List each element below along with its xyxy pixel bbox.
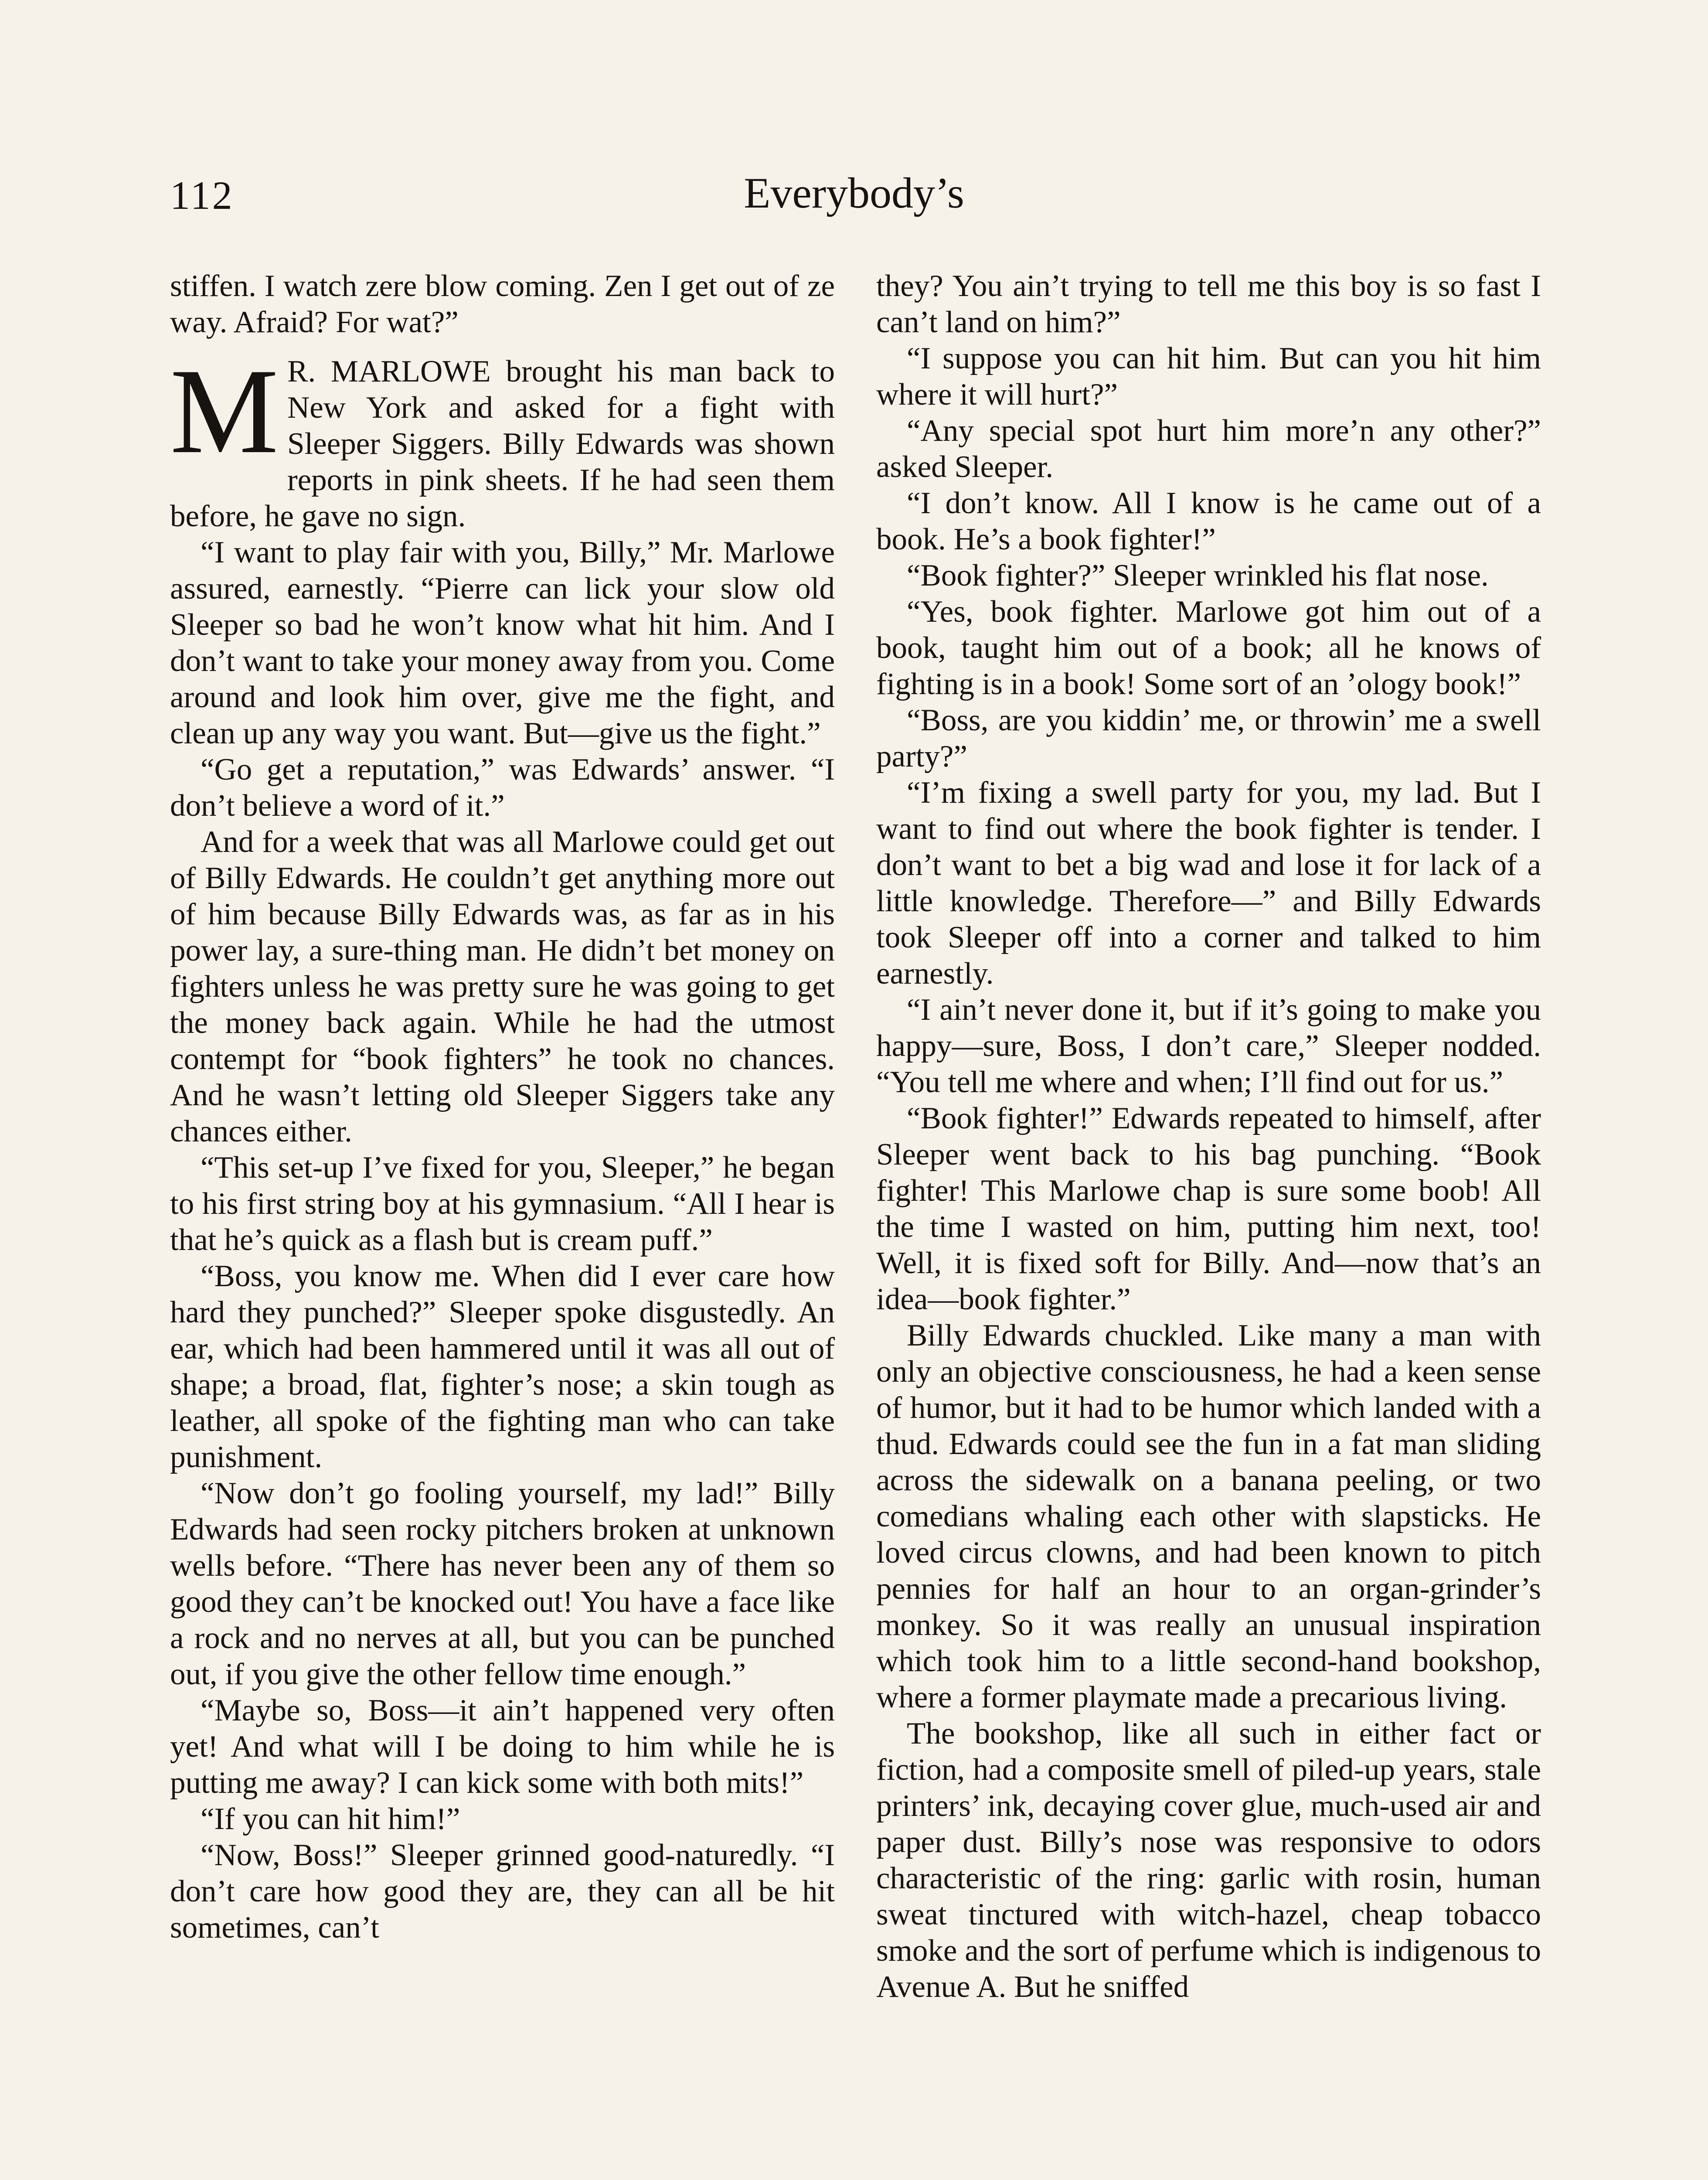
body-paragraph: “Now don’t go fooling yourself, my lad!” Billy Edwards had seen rocky pitchers broken at unknown wells before. “There has never been any of them so good they can’t be knocked out! You have a face like a rock and no nerves at all, but you can be punched out, if you give the other fellow time enough.”	[170, 1476, 835, 1691]
body-paragraph: “Now, Boss!” Sleeper grinned good-naturedly. “I don’t care how good they are, they can all be hit sometimes, can’t	[170, 1838, 835, 1945]
continued-paragraph: stiffen. I watch zere blow coming. Zen I get out of ze way. Afraid? For wat?”	[170, 269, 835, 339]
body-paragraph: “Maybe so, Boss—it ain’t happened very often yet! And what will I be doing to him while he is putting me away? I can kick some with both mits!”	[170, 1693, 835, 1800]
right-column	[876, 268, 1541, 2180]
body-paragraph: “I don’t know. All I know is he came out of a book. He’s a book fighter!”	[876, 486, 1541, 556]
body-paragraph: The bookshop, like all such in either fact or fiction, had a composite smell of piled-up years, stale printers’ ink, decaying cover glue, much-used air and paper dust. Billy’s nose was responsive to odors characteristic of the ring: garlic with rosin, human sweat tinctured with witch-hazel, cheap tobacco smoke and the sort of perfume which is indigenous to Avenue A. But he sniffed	[876, 1717, 1541, 2004]
body-paragraph: “Book fighter?” Sleeper wrinkled his flat nose.	[907, 559, 1489, 593]
continued-paragraph: they? You ain’t trying to tell me this boy is so fast I can’t land on him?”	[876, 269, 1541, 339]
body-paragraph: “Book fighter!” Edwards repeated to himself, after Sleeper went back to his bag punching. “Book fighter! This Marlowe chap is sure some boob! All the time I wasted on him, putting him next, too! Well, it is fixed soft for Billy. And—now that’s an idea—book fighter.”	[876, 1101, 1541, 1316]
body-paragraph: “Boss, you know me. When did I ever care how hard they punched?” Sleeper spoke disgustedly. An ear, which had been hammered until it was all out of shape; a broad, flat, fighter’s nose; a skin tough as leather, all spoke of the fighting man who can take punishment.	[170, 1259, 835, 1474]
page-number: 112	[170, 173, 234, 218]
body-paragraph: “I want to play fair with you, Billy,” Mr. Marlowe assured, earnestly. “Pierre can lick your slow old Sleeper so bad he won’t know what hit him. And I don’t want to take your money away from you. Come around and look him over, give me the fight, and clean up any way you want. But—give us the fight.”	[170, 535, 835, 750]
body-paragraph: “Any special spot hurt him more’n any other?” asked Sleeper.	[876, 414, 1541, 484]
section-opening-text: R. MARLOWE brought his man back to New York and asked for a fight with Sleeper Siggers. Billy Edwards was shown reports in pink sheets. If he had seen them before, he gave no sign.	[170, 354, 835, 533]
body-paragraph: “I’m fixing a swell party for you, my lad. But I want to find out where the book fighter is tender. I don’t want to bet a big wad and lose it for lack of a little knowledge. Therefore—” and Billy Edwards took Sleeper off into a corner and talked to him earnestly.	[876, 776, 1541, 991]
section-opening-paragraph	[170, 343, 835, 535]
magazine-title: Everybody’s	[744, 169, 964, 217]
body-paragraph: “I suppose you can hit him. But can you hit him where it will hurt?”	[876, 341, 1541, 412]
drop-cap: M	[170, 343, 279, 479]
body-paragraph: “I ain’t never done it, but if it’s going to make you happy—sure, Boss, I don’t care,” Sleeper nodded. “You tell me where and when; I’ll find out for us.”	[876, 993, 1541, 1099]
body-paragraph: And for a week that was all Marlowe could get out of Billy Edwards. He couldn’t get anything more out of him because Billy Edwards was, as far as in his power lay, a sure-thing man. He didn’t bet money on fighters unless he was pretty sure he was going to get the money back again. While he had the utmost contempt for “book fighters” he took no chances. And he wasn’t letting old Sleeper Siggers take any chances either.	[170, 825, 835, 1148]
page-header	[0, 0, 1708, 227]
body-paragraph: “If you can hit him!”	[201, 1802, 460, 1836]
body-paragraph: Billy Edwards chuckled. Like many a man with only an objective consciousness, he had a keen sense of humor, but it had to be humor which landed with a thud. Edwards could see the fun in a fat man sliding across the sidewalk on a banana peeling, or two comedians whaling each other with slapsticks. He loved circus clowns, and had been known to pitch pennies for half an hour to an organ-grinder’s monkey. So it was really an unusual inspiration which took him to a little second-hand bookshop, where a former playmate made a precarious living.	[876, 1318, 1541, 1714]
body-paragraph: “This set-up I’ve fixed for you, Sleeper,” he began to his first string boy at his gymnasium. “All I hear is that he’s quick as a flash but is cream puff.”	[170, 1151, 835, 1257]
body-paragraph: “Yes, book fighter. Marlowe got him out of a book, taught him out of a book; all he knows of fighting is in a book! Some sort of an ’ology book!”	[876, 595, 1541, 701]
left-column	[170, 268, 835, 2180]
body-paragraph: “Go get a reputation,” was Edwards’ answer. “I don’t believe a word of it.”	[170, 753, 835, 823]
body-paragraph: “Boss, are you kiddin’ me, or throwin’ me a swell party?”	[876, 703, 1541, 773]
